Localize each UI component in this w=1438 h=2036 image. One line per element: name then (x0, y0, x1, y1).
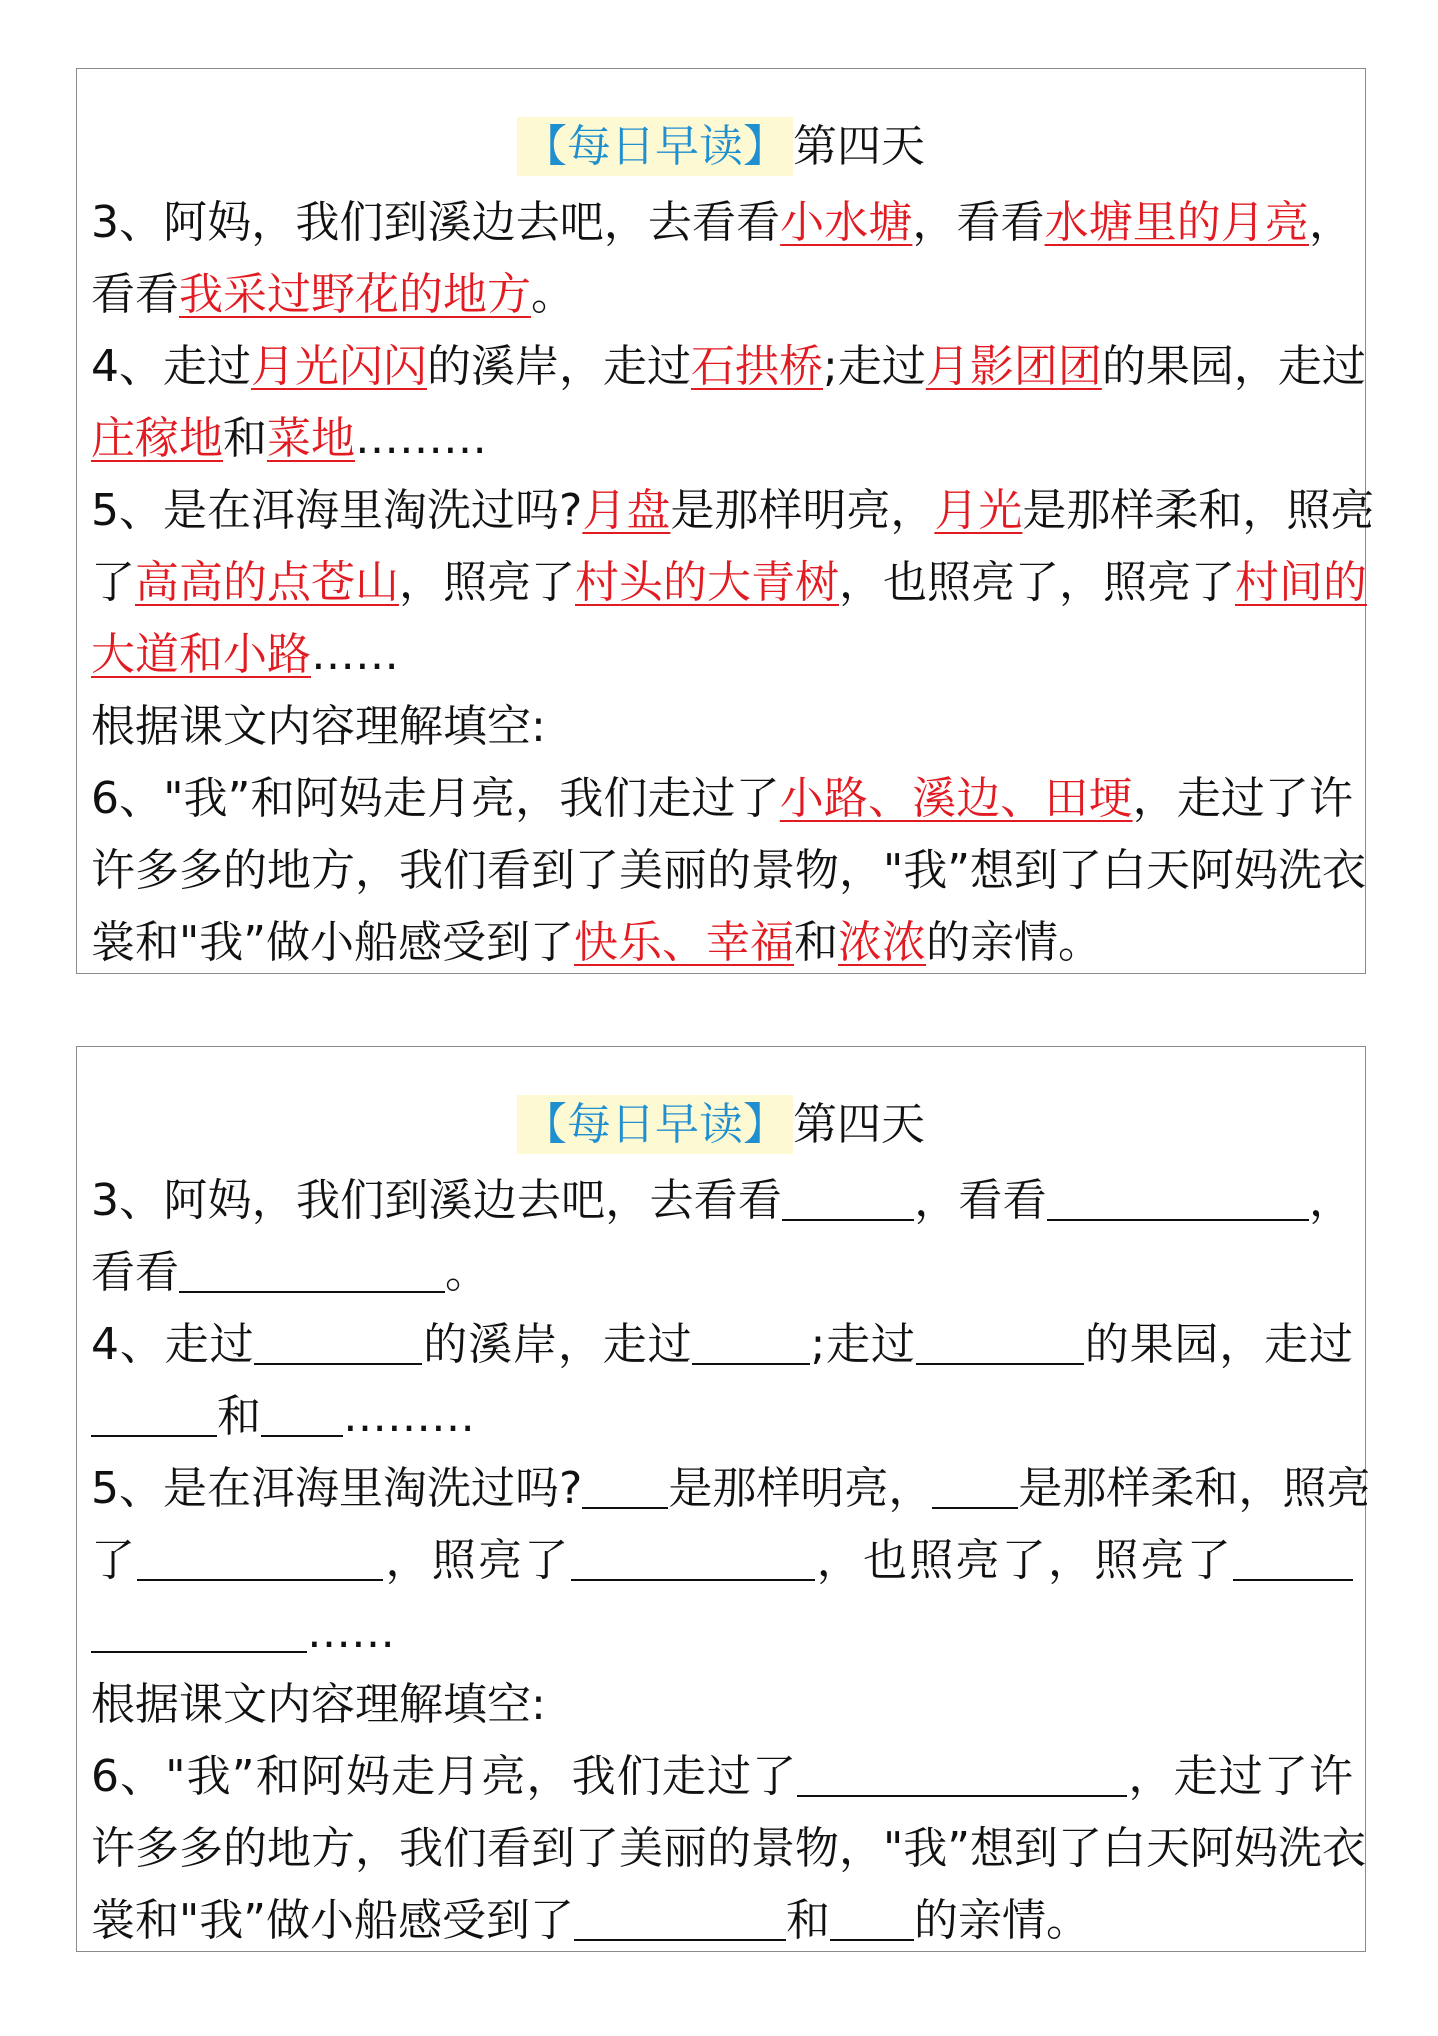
text: ，也照亮了，照亮了 (839, 557, 1235, 608)
answer-text: 村间的 (1235, 557, 1367, 608)
text: 看看 (91, 269, 179, 320)
section-instruction: 根据课文内容理解填空: (91, 701, 546, 752)
text: 。 (445, 1247, 489, 1298)
text: 3、阿妈，我们到溪边去吧，去看看 (91, 1175, 783, 1226)
text-line (91, 763, 1353, 835)
text: 4、走过 (91, 341, 251, 392)
text-line (91, 907, 1353, 979)
title-tag: 【每日早读】 (517, 1095, 793, 1154)
answer-text: 石拱桥 (691, 341, 823, 392)
fill-blank[interactable] (254, 1313, 422, 1365)
answer-text: 大道和小路 (91, 629, 311, 680)
text-line (91, 259, 1353, 331)
text-line (91, 1453, 1371, 1525)
text-line (91, 1741, 1353, 1813)
text: ，也照亮了，照亮了 (814, 1535, 1233, 1586)
answer-text: 月影团团 (925, 341, 1102, 392)
text: ，看看 (912, 197, 1045, 248)
text: 是那样明亮， (668, 1463, 933, 1514)
text-line (91, 1381, 1353, 1453)
fill-blank[interactable] (797, 1745, 1127, 1797)
text: 4、走过 (91, 1319, 255, 1370)
text: ，照亮了 (383, 1535, 571, 1586)
text-line (91, 1525, 1353, 1597)
text-line (91, 1669, 1353, 1741)
fill-blank[interactable] (1233, 1529, 1353, 1581)
text: 和 (223, 413, 267, 464)
answer-text: 月光闪闪 (251, 341, 427, 392)
fill-blank[interactable] (582, 1457, 668, 1509)
fill-blank[interactable] (782, 1169, 914, 1221)
text: ;走过 (810, 1319, 916, 1370)
text-line (91, 1165, 1353, 1237)
answer-text: 庄稼地 (91, 413, 223, 464)
answer-text: 月光 (934, 485, 1023, 536)
text-line (91, 475, 1375, 547)
answer-text: 小路、溪边、田埂 (779, 773, 1133, 824)
text: 和 (217, 1391, 261, 1442)
fill-blank[interactable] (692, 1313, 810, 1365)
text: ， (1309, 197, 1354, 248)
text: 了 (91, 1535, 138, 1586)
text: 的果园，走过 (1083, 1319, 1354, 1370)
text: 许多多的地方，我们看到了美丽的景物，"我”想到了白天阿妈洗衣 (91, 845, 1367, 896)
answer-text: 小水塘 (780, 197, 913, 248)
text-line (91, 619, 1353, 691)
fill-blank[interactable] (91, 1385, 217, 1437)
text: 和 (794, 917, 839, 968)
fill-blank[interactable] (179, 1241, 445, 1293)
text: 的溪岸，走过 (422, 1319, 693, 1370)
text: 裳和"我”做小船感受到了 (91, 1895, 575, 1946)
text: 许多多的地方，我们看到了美丽的景物，"我”想到了白天阿妈洗衣 (91, 1823, 1367, 1874)
text: 的溪岸，走过 (427, 341, 691, 392)
text: 。 (531, 269, 575, 320)
text: ，走过了许 (1127, 1751, 1354, 1802)
text-line (91, 331, 1366, 403)
text-line (91, 187, 1353, 259)
card-title (77, 117, 1365, 177)
text: 5、是在洱海里淘洗过吗? (91, 1463, 583, 1514)
ellipsis: ……… (343, 1391, 475, 1442)
answer-text: 月盘 (582, 485, 671, 536)
answer-text: 快乐、幸福 (574, 917, 795, 968)
text: 5、是在洱海里淘洗过吗? (91, 485, 583, 536)
text-line (91, 691, 1353, 763)
ellipsis: …… (307, 1607, 395, 1658)
fill-blank[interactable] (571, 1529, 815, 1581)
text-line (91, 547, 1367, 619)
text: ，走过了许 (1132, 773, 1354, 824)
answer-body (91, 187, 1375, 979)
fill-blank[interactable] (932, 1457, 1018, 1509)
answer-text: 村头的大青树 (575, 557, 839, 608)
text: 3、阿妈，我们到溪边去吧，去看看 (91, 197, 781, 248)
text: 了 (91, 557, 135, 608)
exercise-body (91, 1165, 1371, 1957)
text: 是那样明亮， (670, 485, 935, 536)
fill-blank[interactable] (91, 1601, 307, 1653)
text: 是那样柔和，照亮 (1022, 485, 1375, 536)
card-title (77, 1095, 1365, 1155)
ellipsis: …… (311, 629, 399, 680)
text: ，看看 (914, 1175, 1047, 1226)
text: 裳和"我”做小船感受到了 (91, 917, 575, 968)
text: 是那样柔和，照亮 (1018, 1463, 1371, 1514)
text: ，照亮了 (399, 557, 575, 608)
fill-blank[interactable] (137, 1529, 383, 1581)
answer-text: 高高的点苍山 (135, 557, 399, 608)
section-instruction: 根据课文内容理解填空: (91, 1679, 546, 1730)
text-line (91, 403, 1353, 475)
ellipsis: ……… (355, 413, 487, 464)
answer-text: 菜地 (267, 413, 355, 464)
text: ， (1308, 1175, 1354, 1226)
text: 6、"我”和阿妈走月亮，我们走过了 (91, 773, 780, 824)
answer-card (76, 68, 1375, 974)
text: 看看 (91, 1247, 179, 1298)
text: 的果园，走过 (1101, 341, 1366, 392)
text: 的亲情。 (926, 917, 1103, 968)
text-line (91, 1309, 1353, 1381)
title-tag: 【每日早读】 (517, 117, 793, 176)
exercise-card (76, 1046, 1371, 1952)
text: 和 (786, 1895, 831, 1946)
answer-text: 水塘里的月亮 (1044, 197, 1310, 248)
title-day: 第四天 (793, 121, 925, 172)
text-line (91, 1597, 1353, 1669)
fill-blank[interactable] (574, 1889, 786, 1941)
answer-text: 浓浓 (838, 917, 927, 968)
text-line (91, 1885, 1353, 1957)
answer-text: 我采过野花的地方 (179, 269, 531, 320)
text-line (91, 1237, 1353, 1309)
text-line (91, 1813, 1367, 1885)
fill-blank[interactable] (916, 1313, 1084, 1365)
title-day: 第四天 (793, 1099, 925, 1150)
text-line (91, 835, 1367, 907)
fill-blank[interactable] (830, 1889, 914, 1941)
text: 6、"我”和阿妈走月亮，我们走过了 (91, 1751, 798, 1802)
text: ;走过 (823, 341, 926, 392)
text: 的亲情。 (914, 1895, 1091, 1946)
fill-blank[interactable] (261, 1385, 343, 1437)
fill-blank[interactable] (1047, 1169, 1309, 1221)
